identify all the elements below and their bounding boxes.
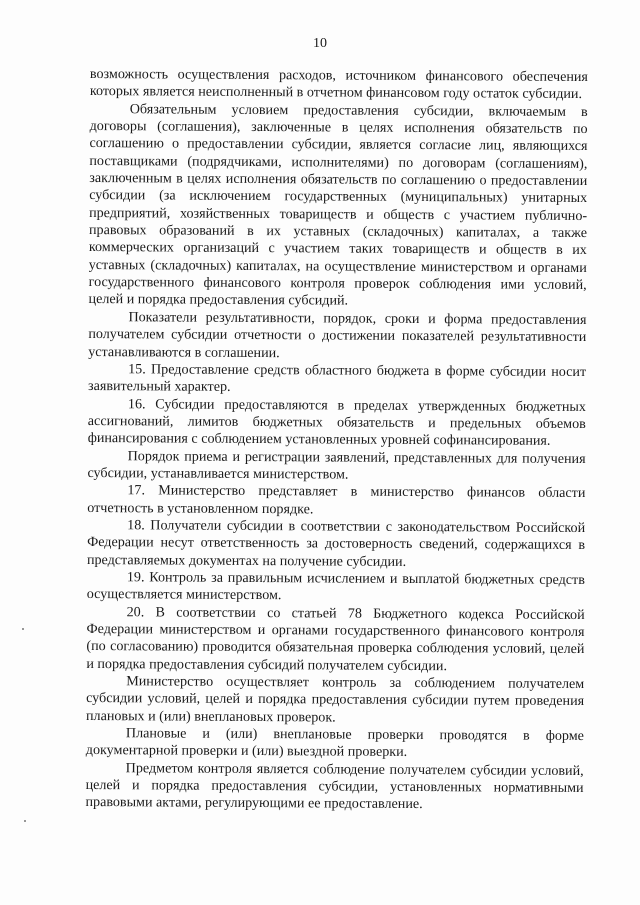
paragraph-application-procedure: Порядок приема и регистрации заявлений, представленных для получения субсидии, устанавливается министерством. [87, 447, 586, 483]
paragraph-item-16: 16. Субсидии предоставляются в пределах утвержденных бюджетных ассигнований, лимитов бюджетных обязательств и предельных объемов финансирования с соблюдением установленных уровней софинансирования. [87, 395, 586, 450]
scan-speck [22, 628, 24, 630]
document-body [85, 66, 588, 815]
paragraph-performance-indicators: Показатели результативности, порядок, сроки и форма предоставления получателем субсидии отчетности о достижении показателей результативности устанавливаются в соглашении. [88, 309, 587, 361]
paragraph-item-15: 15. Предоставление средств областного бюджета в форме субсидии носит заявительный характер. [87, 361, 587, 396]
paragraph-item-19: 19. Контроль за правильным исчислением и выплатой бюджетных средств осуществляется министерством. [86, 569, 585, 604]
scan-speck [24, 820, 26, 822]
paragraph-item-20: 20. В соответствии со статьей 78 Бюджетного кодекса Российской Федерации министерством и органами государственного финансового контроля (по согласованию) проводится обязательная проверка соблюдения условий, целей и порядка предоставления субсидий получателем субсидии. [86, 603, 585, 674]
page-number: 10 [313, 36, 327, 51]
paragraph-mandatory-condition: Обязательным условием предоставления субсидии, включаемым в договоры (соглашения), заключенные в целях исполнения обязательств по соглашению о предоставлении субсидии, является согласие лиц, являющихся поставщиками (подрядчиками, исполнителями) по договорам (соглашениям), заключенным в целях исполнения обязательств по соглашению о предоставлении субсидии (за исключением государственных (муниципальных) унитарных предприятий, хозяйственных товариществ и обществ с участием публично-правовых образований в их уставных (складочных) капиталах, а также коммерческих организаций с участием таких товариществ и обществ в их уставных (складочных) капиталах, на осуществление министерством и органами государственного финансового контроля проверок соблюдения ими условий, целей и порядка предоставления субсидий. [88, 100, 588, 310]
paragraph-continuation: возможность осуществления расходов, источником финансового обеспечения которых является неисполненный в отчетном финансовом году остаток субсидии. [89, 66, 588, 103]
paragraph-subject-of-control: Предметом контроля является соблюдение получателем субсидии условий, целей и порядка предоставления субсидии, установленных нормативными правовыми актами, регулирующими ее предоставление. [85, 759, 584, 813]
paragraph-item-17: 17. Министерство представляет в министерство финансов области отчетность в установленном порядке. [87, 482, 586, 517]
paragraph-inspection-forms: Плановые и (или) внеплановые проверки проводятся в форме документарной проверки и (или) выездной проверки. [85, 725, 584, 761]
paragraph-item-18: 18. Получатели субсидии в соответствии с законодательством Российской Федерации несут ответственность за достоверность сведений, содержащихся в представляемых документах на получение субсидии. [86, 517, 586, 570]
paragraph-ministry-control: Министерство осуществляет контроль за соблюдением получателем субсидии условий, целей и порядка предоставления субсидии путем проведения плановых и (или) внеплановых проверок. [85, 673, 585, 726]
